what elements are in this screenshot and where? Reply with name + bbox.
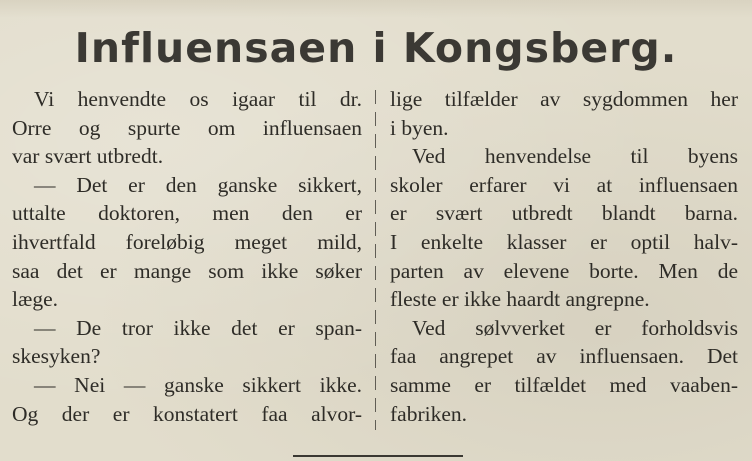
article-headline: Influensaen i Kongsberg. <box>74 24 678 72</box>
text-line: — Nei — ganske sikkert ikke. <box>34 372 362 397</box>
text-line: faa angrepet av influensaen. Det <box>390 344 738 369</box>
top-edge-shadow <box>0 0 752 18</box>
text-line: fleste er ikke haardt angrepne. <box>390 287 650 312</box>
text-line: skoler erfarer vi at influensaen <box>390 172 738 197</box>
text-line: fabriken. <box>390 401 468 426</box>
text-line: saa det er mange som ikke søker <box>12 258 362 283</box>
text-line: lige tilfælder av sygdommen her <box>390 87 738 111</box>
text-line: — Det er den ganske sikkert, <box>34 172 362 197</box>
text-line: Orre og spurte om influensaen <box>12 115 362 140</box>
column-divider <box>375 90 376 430</box>
text-line: Vi henvendte os igaar til dr. <box>34 87 362 111</box>
text-line: i byen. <box>390 115 449 140</box>
left-text-column <box>12 85 362 428</box>
text-line: ihvertfald foreløbig meget mild, <box>12 229 362 254</box>
text-line: Og der er konstatert faa alvor- <box>12 401 362 426</box>
text-line: Ved sølvverket er forholdsvis <box>412 315 738 340</box>
text-line: Ved henvendelse til byens <box>412 144 738 169</box>
text-line: læge. <box>12 287 58 312</box>
text-line: er svært utbredt blandt barna. <box>390 201 738 226</box>
text-line: var svært utbredt. <box>12 144 164 169</box>
right-text-column <box>390 85 738 428</box>
text-line: uttalte doktoren, men den er <box>12 201 362 226</box>
text-line: parten av elevene borte. Men de <box>390 258 738 283</box>
text-line: samme er tilfældet med vaaben- <box>390 372 738 397</box>
text-line: skesyken? <box>12 344 101 369</box>
text-line: — De tror ikke det er span- <box>34 315 362 340</box>
text-line: I enkelte klasser er optil halv- <box>390 229 738 254</box>
bottom-rule <box>293 455 463 457</box>
